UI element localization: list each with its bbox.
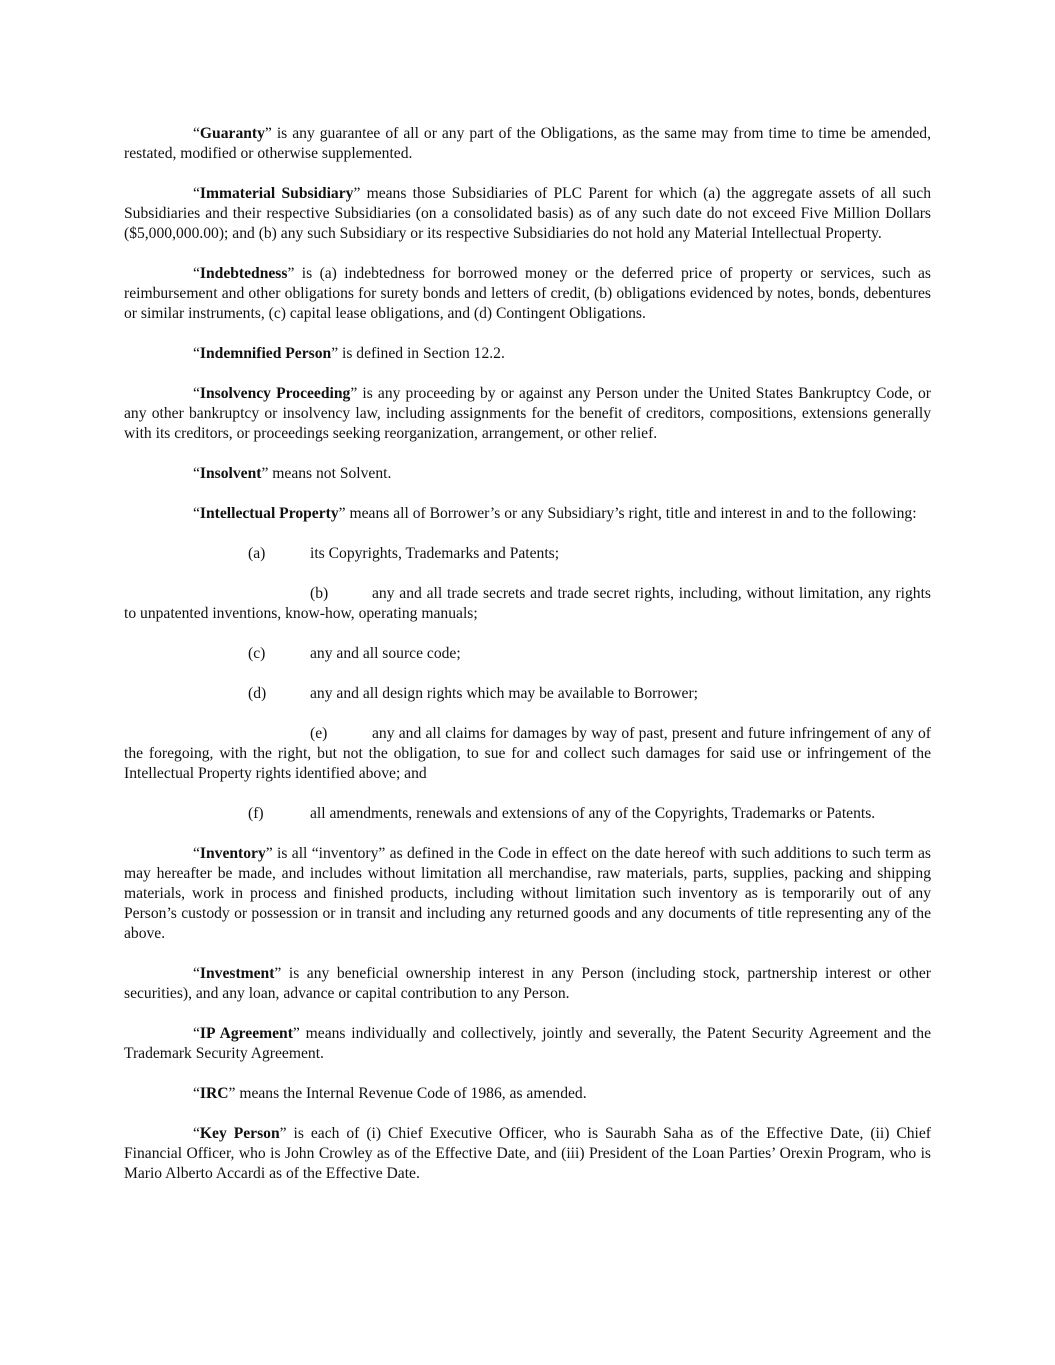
definition-ip-agreement: “IP Agreement” means individually and collectively, jointly and severally, the Patent Security Agreement and the Trademark Security Agreement. [124, 1025, 931, 1062]
item-text: any and all design rights which may be available to Borrower; [310, 685, 699, 702]
ip-item-a [124, 544, 931, 564]
definition-text: ” is any beneficial ownership interest in any Person (including stock, partnership interest or other securities), and any loan, advance or capital contribution to any Person. [124, 965, 931, 1002]
ip-item-b [124, 584, 931, 624]
definition-text: ” means those Subsidiaries of PLC Parent for which (a) the aggregate assets of all such Subsidiaries and their respective Subsidiaries (on a consolidated basis) as of any such date do not exceed Five Million Dollars ($5,000,000.00); and (b) any such Subsidiary or its respective Subsidiaries do not hold any Material Intellectual Property. [124, 185, 931, 242]
ip-item-d [124, 684, 931, 704]
defined-term: IP Agreement [199, 1025, 293, 1042]
definition-insolvency-proceeding: “Insolvency Proceeding” is any proceeding by or against any Person under the United States Bankruptcy Code, or any other bankruptcy or insolvency law, including assignments for the benefit of creditors, compositions, extensions generally with its creditors, or proceedings seeking reorganization, arrangement, or other relief. [124, 385, 931, 442]
item-label: (e) [310, 725, 328, 742]
ip-item-f [124, 804, 931, 824]
item-label: (d) [248, 685, 267, 702]
item-text: all amendments, renewals and extensions of any of the Copyrights, Trademarks or Patents. [310, 805, 876, 822]
defined-term: Immaterial Subsidiary [199, 185, 354, 202]
defined-term: IRC [199, 1085, 229, 1102]
definition-text: ” means the Internal Revenue Code of 1986, as amended. [228, 1085, 587, 1102]
item-label: (b) [310, 585, 329, 602]
definition-text: ” is any proceeding by or against any Person under the United States Bankruptcy Code, or any other bankruptcy or insolvency law, including assignments for the benefit of creditors, compositions, extensions generally with its creditors, or proceedings seeking reorganization, arrangement, or other relief. [124, 385, 931, 442]
definition-text: ” means individually and collectively, jointly and severally, the Patent Security Agreement and the Trademark Security Agreement. [124, 1025, 931, 1062]
item-text: any and all claims for damages by way of past, present and future infringement of any of the foregoing, with the right, but not the obligation, to sue for and collect such damages for said use or infringement of the Intellectual Property rights identified above; and [124, 725, 931, 782]
definition-text: ” is each of (i) Chief Executive Officer, who is Saurabh Saha as of the Effective Date, (ii) Chief Financial Officer, who is John Crowley as of the Effective Date, and (iii) President of the Loan Parties’ Orexin Program, who is Mario Alberto Accardi as of the Effective Date. [124, 1125, 932, 1182]
definition-irc: “IRC” means the Internal Revenue Code of 1986, as amended. [193, 1085, 587, 1102]
definition-immaterial-subsidiary: “Immaterial Subsidiary” means those Subsidiaries of PLC Parent for which (a) the aggregate assets of all such Subsidiaries and their respective Subsidiaries (on a consolidated basis) as of any such date do not exceed Five Million Dollars ($5,000,000.00); and (b) any such Subsidiary or its respective Subsidiaries do not hold any Material Intellectual Property. [124, 185, 931, 242]
defined-term: Key Person [199, 1125, 280, 1142]
defined-term: Guaranty [199, 125, 265, 142]
document-page [124, 124, 931, 1204]
definition-text: ” means not Solvent. [261, 465, 392, 482]
defined-term: Indemnified Person [199, 345, 332, 362]
defined-term: Indebtedness [199, 265, 288, 282]
definition-key-person: “Key Person” is each of (i) Chief Executive Officer, who is Saurabh Saha as of the Effective Date, (ii) Chief Financial Officer, who is John Crowley as of the Effective Date, and (iii) President of the Loan Parties’ Orexin Program, who is Mario Alberto Accardi as of the Effective Date. [124, 1125, 932, 1182]
definition-inventory: “Inventory” is all “inventory” as defined in the Code in effect on the date hereof with such additions to such term as may hereafter be made, and includes without limitation all merchandise, raw materials, parts, supplies, packing and shipping materials, work in process and finished products, including without limitation such inventory as is temporarily out of any Person’s custody or possession or in transit and including any returned goods and any documents of title representing any of the above. [124, 845, 931, 942]
definition-text: ” is defined in Section 12.2. [331, 345, 505, 362]
definition-guaranty: “Guaranty” is any guarantee of all or any part of the Obligations, as the same may from time to time be amended, restated, modified or otherwise supplemented. [124, 125, 931, 162]
definition-investment: “Investment” is any beneficial ownership interest in any Person (including stock, partnership interest or other securities), and any loan, advance or capital contribution to any Person. [124, 965, 931, 1002]
defined-term: Investment [199, 965, 275, 982]
item-text: any and all source code; [310, 645, 461, 662]
ip-item-e [124, 724, 931, 784]
item-label: (c) [248, 645, 266, 662]
definition-text: ” means all of Borrower’s or any Subsidiary’s right, title and interest in and to the following: [338, 505, 917, 522]
defined-term: Intellectual Property [199, 505, 339, 522]
defined-term: Insolvency Proceeding [199, 385, 351, 402]
ip-item-c [124, 644, 931, 664]
item-text: any and all trade secrets and trade secret rights, including, without limitation, any rights to unpatented inventions, know-how, operating manuals; [124, 585, 931, 622]
definition-indebtedness: “Indebtedness” is (a) indebtedness for borrowed money or the deferred price of property or services, such as reimbursement and other obligations for surety bonds and letters of credit, (b) obligations evidenced by notes, bonds, debentures or similar instruments, (c) capital lease obligations, and (d) Contingent Obligations. [124, 265, 931, 322]
definition-text: ” is any guarantee of all or any part of the Obligations, as the same may from time to time be amended, restated, modified or otherwise supplemented. [124, 125, 931, 162]
definition-intellectual-property: “Intellectual Property” means all of Borrower’s or any Subsidiary’s right, title and interest in and to the following: [193, 505, 917, 522]
defined-term: Inventory [199, 845, 266, 862]
definition-indemnified-person: “Indemnified Person” is defined in Section 12.2. [193, 345, 505, 362]
definition-text: ” is (a) indebtedness for borrowed money or the deferred price of property or services, such as reimbursement and other obligations for surety bonds and letters of credit, (b) obligations evidenced by notes, bonds, debentures or similar instruments, (c) capital lease obligations, and (d) Contingent Obligations. [124, 265, 931, 322]
definition-insolvent: “Insolvent” means not Solvent. [193, 465, 392, 482]
definition-text: ” is all “inventory” as defined in the Code in effect on the date hereof with such additions to such term as may hereafter be made, and includes without limitation all merchandise, raw materials, parts, supplies, packing and shipping materials, work in process and finished products, including without limitation such inventory as is temporarily out of any Person’s custody or possession or in transit and including any returned goods and any documents of title representing any of the above. [124, 845, 931, 942]
defined-term: Insolvent [199, 465, 262, 482]
item-text: its Copyrights, Trademarks and Patents; [310, 545, 560, 562]
item-label: (a) [248, 545, 266, 562]
item-label: (f) [248, 805, 264, 822]
